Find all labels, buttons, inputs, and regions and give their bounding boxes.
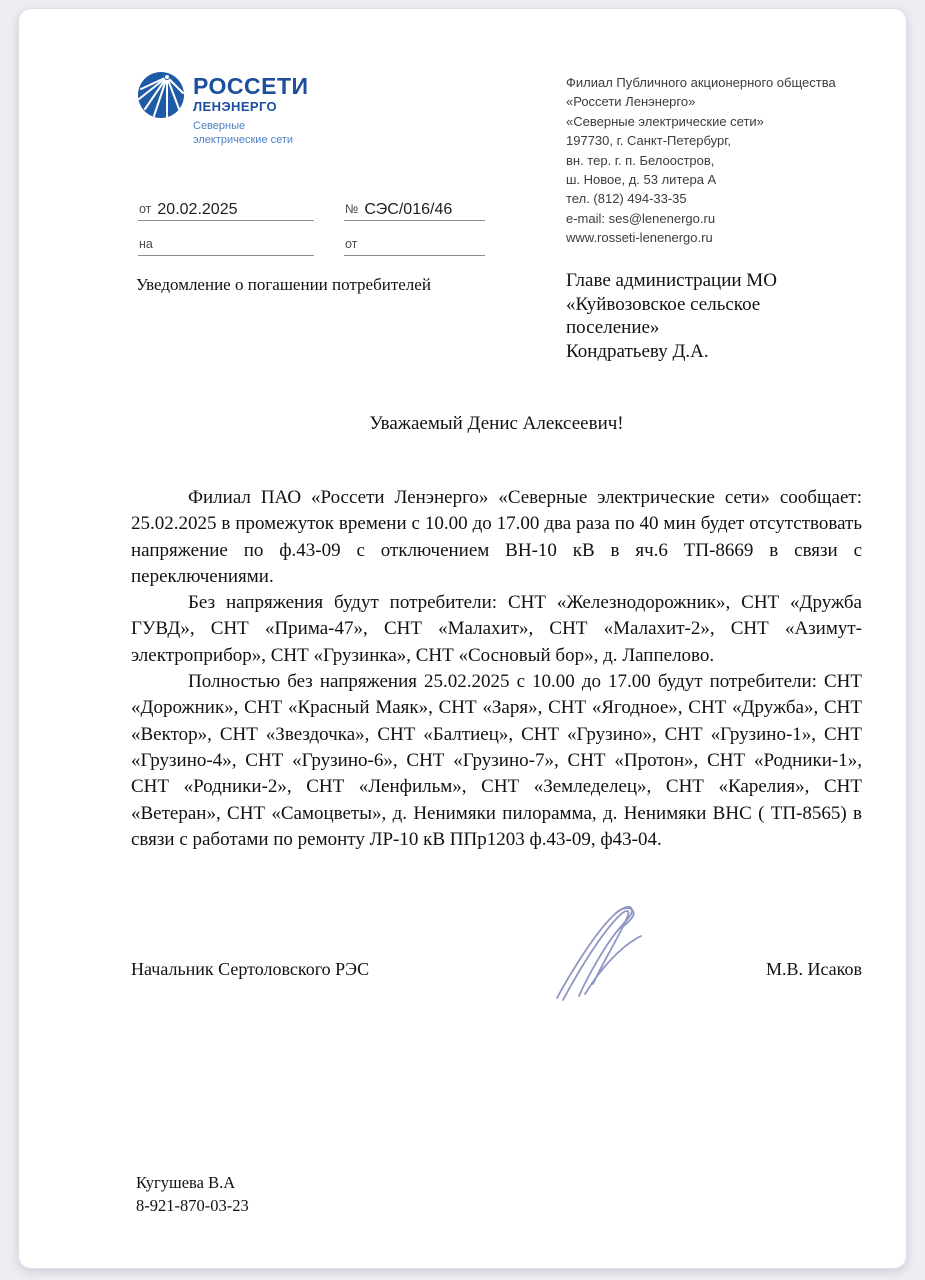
company-info-line: «Северные электрические сети» — [566, 113, 764, 129]
company-info-line: Филиал Публичного акционерного общества — [566, 75, 836, 90]
body-paragraph-1: Филиал ПАО «Россети Ленэнерго» «Северные электрические сети» сообщает: 25.02.2025 в промежуток времени с 10.00 до 17.00 два раза по 40 мин будет отсутствовать напряжение по ф.43-09 с отключением ВН-10 кВ в яч.6 ТП-8669 в связи с переключениями. — [131, 487, 862, 587]
logo-text — [193, 67, 309, 147]
reference-fields — [138, 195, 485, 265]
addressee-block — [566, 269, 777, 363]
reference-row-1 — [138, 195, 485, 221]
addressee-line: «Куйвозовское сельское — [566, 293, 761, 315]
company-logo — [137, 67, 309, 147]
reply-date-label: от — [345, 237, 358, 251]
company-info-line: вн. тер. г. п. Белоостров, — [566, 152, 715, 168]
brand-division: Северные электрические сети — [193, 120, 294, 146]
addressee-line: Главе администрации МО — [566, 270, 777, 291]
company-info-line: e-mail: ses@lenenergo.ru — [566, 210, 716, 226]
company-info-line: www.rosseti-lenenergo.ru — [566, 230, 713, 246]
letter-number-label: № — [345, 202, 359, 216]
reply-to-label: на — [139, 237, 153, 251]
signatory-name: М.В. Исаков — [765, 959, 862, 979]
signatory-position: Начальник Сертоловского РЭС — [131, 959, 370, 979]
executor-phone: 8-921-870-03-23 — [136, 1195, 249, 1215]
salutation: Уважаемый Денис Алексеевич! — [369, 413, 624, 434]
company-info-line: «Россети Ленэнерго» — [566, 94, 696, 110]
executor-block — [136, 1172, 249, 1217]
reply-to-field — [138, 230, 314, 256]
addressee-line: поселение» — [566, 317, 660, 338]
letter-date-value: 20.02.2025 — [157, 200, 238, 218]
executor-name: Кугушева В.А — [136, 1173, 236, 1192]
company-info-line: 197730, г. Санкт-Петербург, — [566, 133, 731, 149]
handwritten-signature — [549, 902, 667, 1004]
company-info-line: ш. Новое, д. 53 литера А — [566, 172, 717, 188]
body-paragraph-3: Полностью без напряжения 25.02.2025 с 10.00 до 17.00 будут потребители: СНТ «Дорожник», СНТ «Красный Маяк», СНТ «Заря», СНТ «Ягодное», СНТ «Дружба», СНТ «Вектор», СНТ «Звездочка», СНТ «Балтиец», СНТ «Грузино», СНТ «Грузино-1», СНТ «Грузино-4», СНТ «Грузино-6», СНТ «Грузино-7», СНТ «Протон», СНТ «Родники-1», СНТ «Родники-2», СНТ «Ленфильм», СНТ «Земледелец», СНТ «Карелия», СНТ «Ветеран», СНТ «Самоцветы», д. Ненимяки пилорамма, д. Ненимяки ВНС ( ТП-8565) в связи с работами по ремонту ЛР-10 кВ ППр1203 ф.43-09, ф43-04. — [131, 671, 862, 850]
brand-name: РОССЕТИ — [193, 73, 309, 99]
addressee-line: Кондратьеву Д.А. — [566, 340, 709, 362]
letter-document — [18, 8, 907, 1269]
letter-date-label: от — [139, 202, 152, 216]
letter-subject: Уведомление о погашении потребителей — [136, 275, 431, 294]
reference-row-2 — [138, 230, 485, 256]
reply-date-field — [344, 230, 485, 256]
letter-number-field — [344, 195, 485, 221]
company-info-line: тел. (812) 494-33-35 — [566, 191, 687, 207]
letter-number-value: СЭС/016/46 — [364, 200, 453, 218]
signature-row — [131, 959, 862, 980]
letter-body — [131, 485, 862, 853]
body-paragraph-2: Без напряжения будут потребители: СНТ «Железнодорожник», СНТ «Дружба ГУВД», СНТ «Прима-47», СНТ «Малахит», СНТ «Малахит-2», СНТ «Азимут-электроприбор», СНТ «Грузинка», СНТ «Сосновый бор», д. Лаппелово. — [131, 592, 862, 666]
company-info-block — [566, 73, 866, 248]
letter-date-field — [138, 195, 314, 221]
rosseti-globe-icon — [137, 71, 185, 119]
brand-subname: ЛЕНЭНЕРГО — [193, 99, 278, 114]
